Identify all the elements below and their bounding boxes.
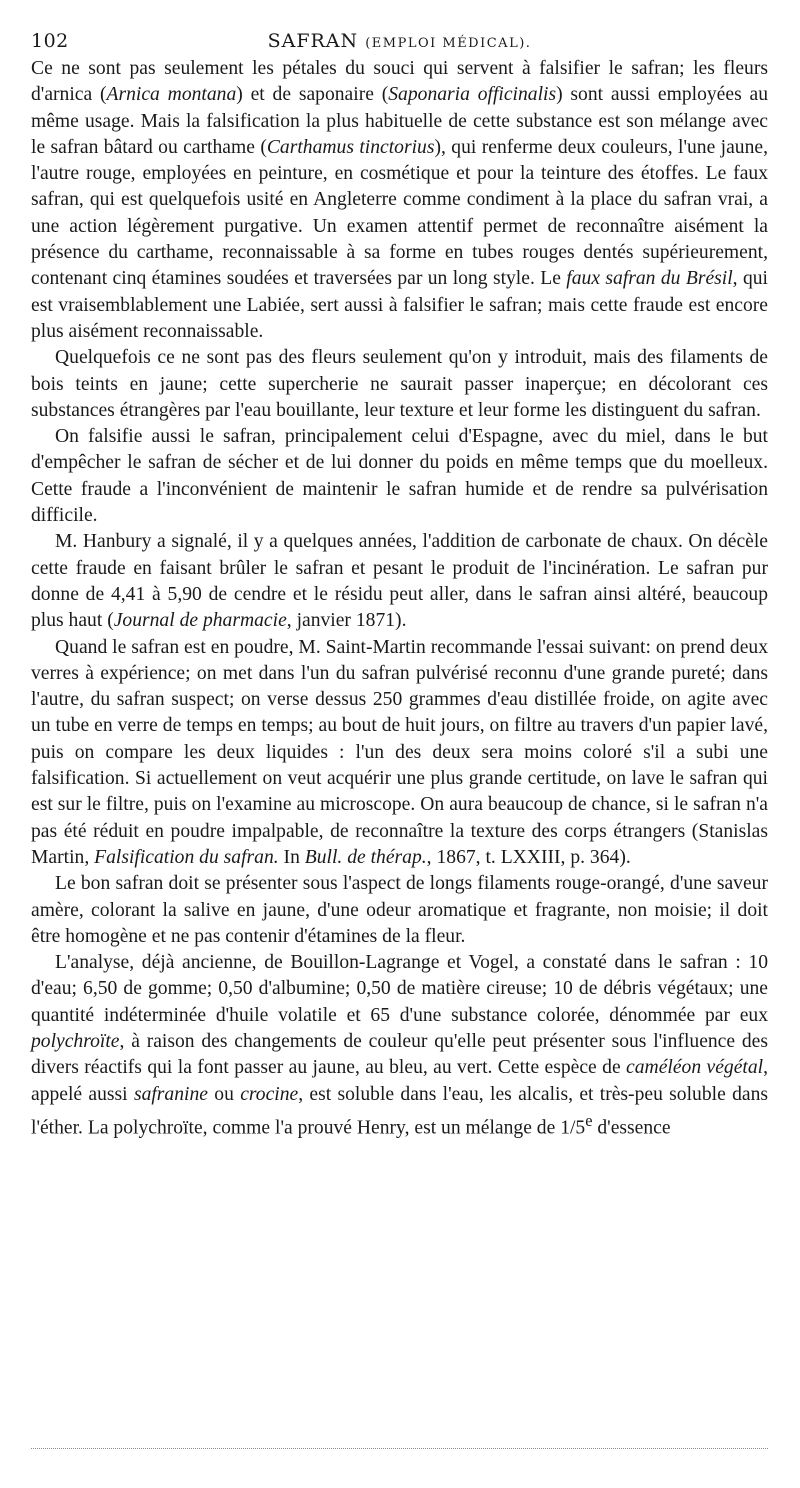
paragraph [31, 345, 768, 424]
text-run: Quelquefois ce ne sont pas des fleurs seulement qu'on y introduit, mais des filaments de bois teints en jaune; cette supercherie ne saurait passer inaperçue; en décolorant ces substances étrangères par l'eau bouillante, leur texture et leur forme les distinguent du safran. [31, 347, 768, 421]
italic-run: Carthamus tinctorius [266, 136, 435, 158]
text-run: , janvier 1871). [286, 610, 407, 632]
text-run: ou [207, 1083, 241, 1105]
text-run: Le bon safran doit se présenter sous l'aspect de longs filaments rouge-orangé, d'une saveur amère, colorant la salive en jaune, d'une odeur aromatique et fragrante, non moisie; il doit être homogène et ne pas contenir d'étamines de la fleur. [31, 873, 768, 947]
paragraph [31, 424, 768, 529]
text-run: , 1867, t. LXXIII, p. 364). [426, 846, 631, 868]
text-run: ) et de saponaire ( [236, 84, 389, 106]
page-header [31, 22, 768, 56]
italic-run: Saponaria officinalis [388, 84, 557, 106]
paragraph [31, 871, 768, 950]
text-run: Ce ne sont pas seulement les pétales du souci qui servent à falsifier le safran; les fleurs d'arnica ( [31, 58, 768, 106]
running-title-main: SAFRAN [267, 30, 359, 52]
running-title-subtitle: (EMPLOI MÉDICAL). [365, 36, 532, 51]
text-run: ) sont aussi employées au même usage. Mais la falsification la plus habituelle de cette substance est son mélange avec le safran bâtard ou carthame ( [31, 84, 768, 158]
page-number: 102 [31, 30, 69, 52]
text-run: In [278, 846, 305, 868]
text-run: , appelé aussi [31, 1057, 768, 1105]
italic-run: polychroïte [31, 1030, 120, 1052]
italic-run: Arnica montana [106, 84, 237, 106]
text-run: , à raison des changements de couleur qu'elle peut présenter sous l'influence des divers réactifs qui la font passer au jaune, au bleu, au vert. Cette espèce de [31, 1030, 768, 1079]
running-title [31, 30, 768, 52]
paragraph [31, 635, 768, 872]
superscript-run: e [585, 1110, 593, 1130]
text-run: L'analyse, déjà ancienne, de Bouillon-Lagrange et Vogel, a constaté dans le safran : 10 d'eau; 6,50 de gomme; 0,50 d'albumine; 0,50 de matière cireuse; 10 de débris végétaux; une quantité indéterminée d'huile volatile et 65 d'une substance colorée, dénommée par eux [31, 952, 768, 1026]
italic-run: crocine [240, 1083, 299, 1105]
body-text [31, 56, 768, 1142]
italic-run: safranine [133, 1083, 208, 1105]
italic-run: Bull. de thérap. [304, 846, 427, 868]
italic-run: faux safran du Brésil [566, 268, 733, 290]
text-run: ), qui renferme deux couleurs, l'une jaune, l'autre rouge, employées en peinture, en cosmétique et pour la teinture des étoffes. Le faux safran, qui est quelquefois usité en Angleterre comme condiment à la place du safran vrai, a une action légèrement purgative. Un examen attentif permet de reconnaître aisément la présence du carthame, reconnaissable à sa forme en tubes rouges dentés supérieurement, contenant cinq étamines soudées et traversées par un long style. Le [31, 136, 768, 290]
text-run: d'essence [592, 1117, 671, 1139]
paragraph [31, 950, 768, 1142]
italic-run: caméléon végétal [626, 1057, 764, 1079]
paragraph [31, 529, 768, 634]
paragraph [31, 56, 768, 345]
text-run: , qui est vraisemblablement une Labiée, sert aussi à falsifier le safran; mais cette fraude est encore plus aisément reconnaissable. [31, 268, 768, 342]
footer-dotted-rule [31, 1448, 768, 1449]
text-run: , est soluble dans l'eau, les alcalis, et très-peu soluble dans l'éther. La polychroïte, comme l'a prouvé Henry, est un mélange de 1/5 [31, 1083, 769, 1139]
text-run: On falsifie aussi le safran, principalement celui d'Espagne, avec du miel, dans le but d'empêcher le safran de sécher et de lui donner du poids en même temps que du moelleux. Cette fraude a l'inconvénient de maintenir le safran humide et de rendre sa pulvérisation difficile. [31, 426, 768, 527]
text-run: M. Hanbury a signalé, il y a quelques années, l'addition de carbonate de chaux. On décèle cette fraude en faisant brûler le safran et pesant le produit de l'incinération. Le safran pur donne de 4,41 à 5,90 de cendre et le résidu peut aller, dans le safran ainsi altéré, beaucoup plus haut ( [31, 531, 768, 632]
italic-run: Journal de pharmacie [113, 610, 287, 632]
text-run: Quand le safran est en poudre, M. Saint-Martin recommande l'essai suivant: on prend deux verres à expérience; on met dans l'un du safran pulvérisé reconnu d'une grande pureté; dans l'autre, du safran suspect; on verse dessus 250 grammes d'eau distillée froide, on agite avec un tube en verre de temps en temps; au bout de huit jours, on filtre au travers d'un papier lavé, puis on compare les deux liquides : l'un des deux sera moins coloré s'il a subi une falsification. Si actuellement on veut acquérir une plus grande certitude, on lave le safran qui est sur le filtre, puis on l'examine au microscope. On aura beaucoup de chance, si le safran n'a pas été réduit en poudre impalpable, de reconnaître la texture des corps étrangers (Stanislas Martin, [31, 636, 768, 868]
italic-run: Falsification du safran. [94, 846, 279, 868]
